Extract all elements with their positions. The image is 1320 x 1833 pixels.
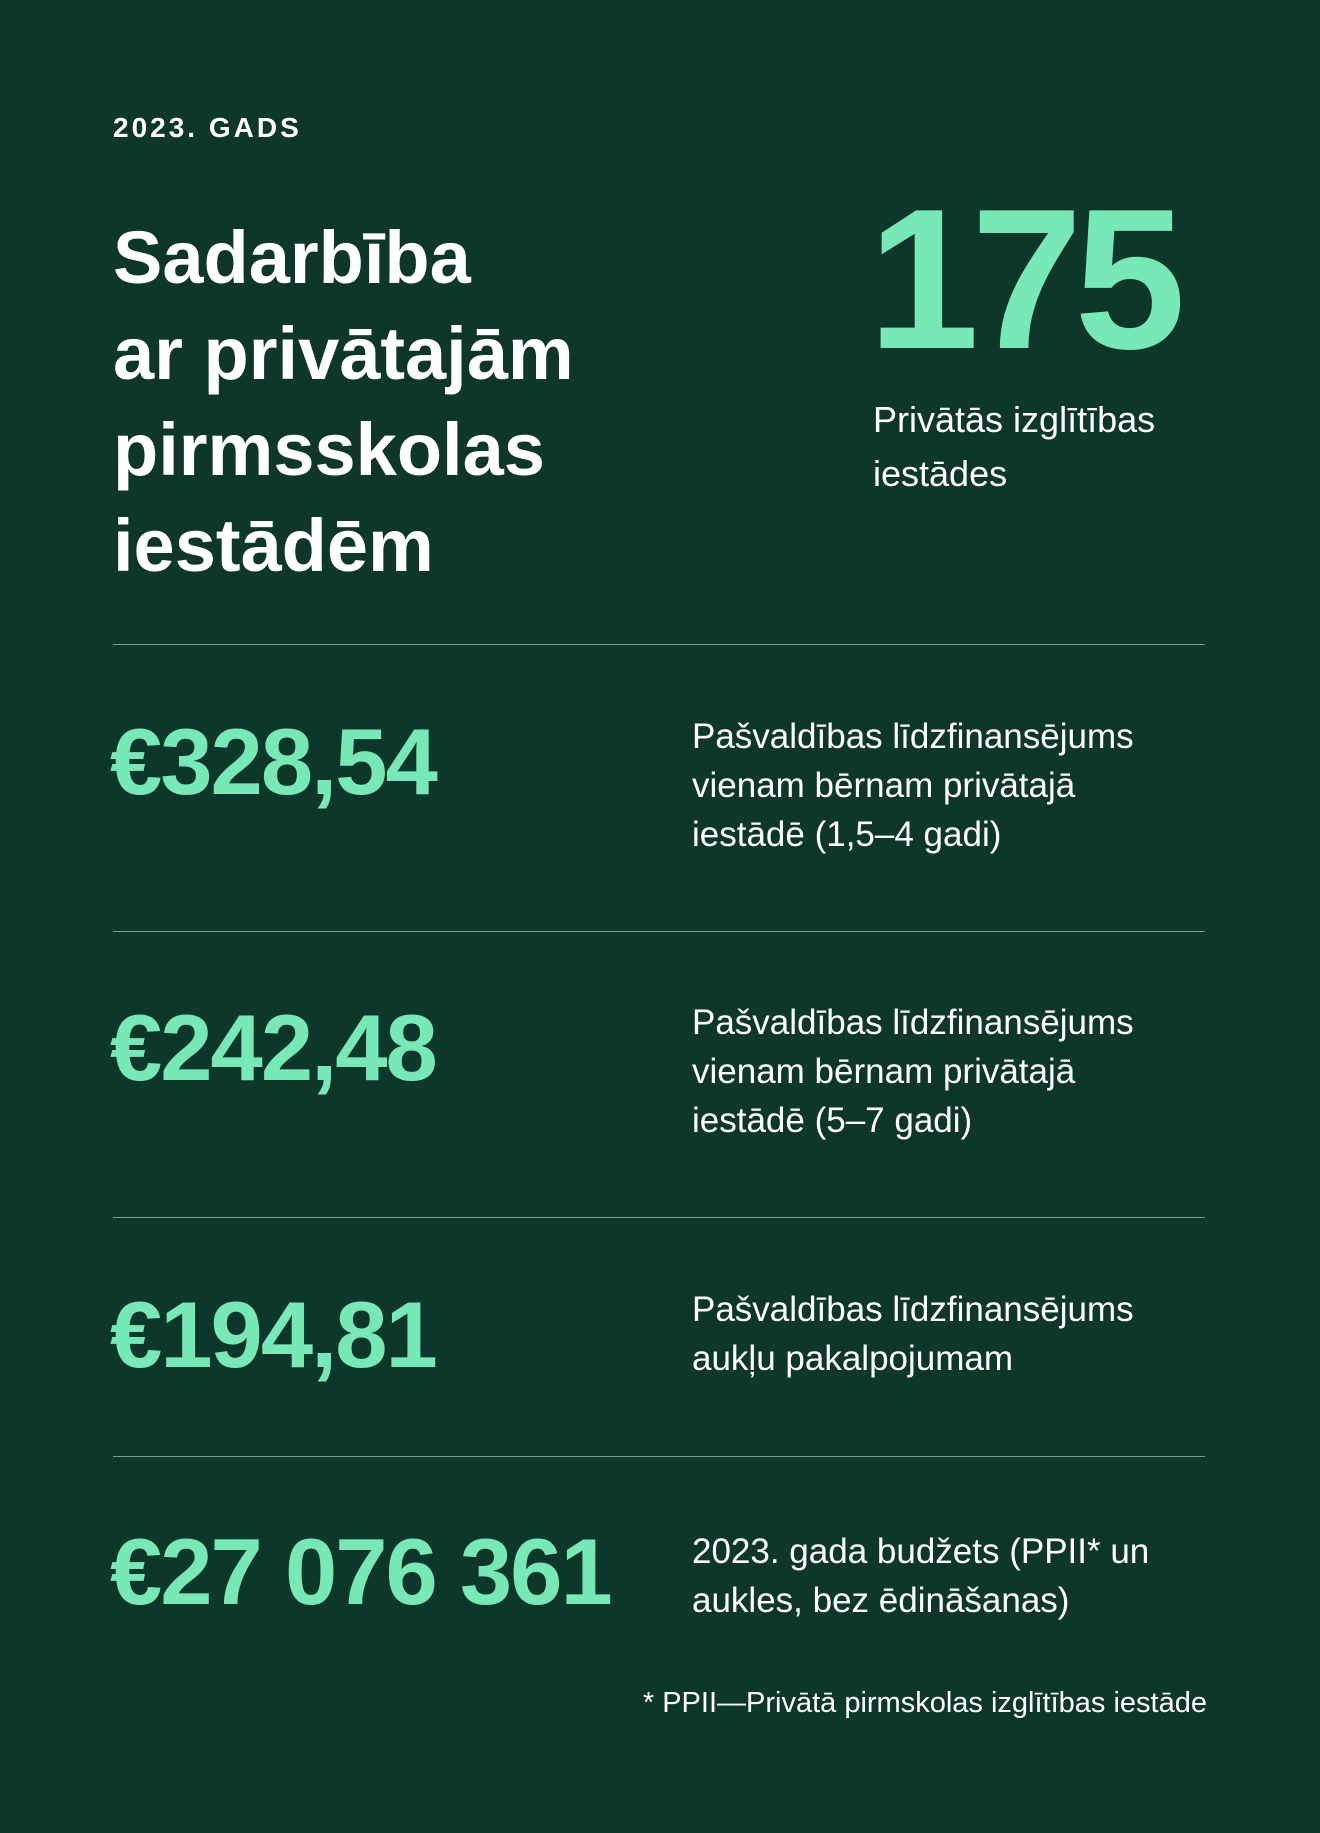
- footnote: * PPII—Privātā pirmskolas izglītības iestāde: [642, 1687, 1207, 1719]
- highlight-caption-line: iestādes: [873, 453, 1008, 494]
- stat-description-line: Pašvaldības līdzfinansējums: [692, 717, 1134, 756]
- stat-description: [692, 1285, 1252, 1383]
- title-line: Sadarbība: [113, 216, 471, 299]
- stat-description-line: 2023. gada budžets (PPII* un: [692, 1532, 1150, 1571]
- stat-value: €194,81: [110, 1282, 436, 1387]
- stat-description: [692, 998, 1252, 1145]
- highlight-caption-line: Privātās izglītības: [873, 399, 1156, 440]
- stat-description-line: iestādē (5–7 gadi): [692, 1101, 973, 1140]
- stat-description-line: iestādē (1,5–4 gadi): [692, 815, 1002, 854]
- highlight-caption: [873, 393, 1253, 501]
- stat-value: €27 076 361: [110, 1519, 611, 1624]
- year-label: 2023. GADS: [113, 112, 302, 143]
- stat-description-line: vienam bērnam privātajā: [692, 766, 1076, 805]
- stat-description-line: Pašvaldības līdzfinansējums: [692, 1003, 1134, 1042]
- title-line: iestādēm: [113, 504, 434, 587]
- divider: [113, 1217, 1205, 1218]
- stat-description: [692, 712, 1252, 859]
- stat-description-line: Pašvaldības līdzfinansējums: [692, 1290, 1134, 1329]
- page-title: [113, 210, 793, 594]
- title-line: pirmsskolas: [113, 408, 545, 491]
- stat-value: €242,48: [110, 995, 436, 1100]
- stat-description: [692, 1527, 1252, 1625]
- divider: [113, 1456, 1205, 1457]
- title-line: ar privātajām: [113, 312, 574, 395]
- stat-value: €328,54: [110, 709, 436, 814]
- divider: [113, 931, 1205, 932]
- stat-description-line: aukles, bez ēdināšanas): [692, 1581, 1070, 1620]
- divider: [113, 644, 1205, 645]
- stat-description-line: vienam bērnam privātajā: [692, 1052, 1076, 1091]
- stat-description-line: aukļu pakalpojumam: [692, 1339, 1014, 1378]
- highlight-number: 175: [868, 168, 1178, 391]
